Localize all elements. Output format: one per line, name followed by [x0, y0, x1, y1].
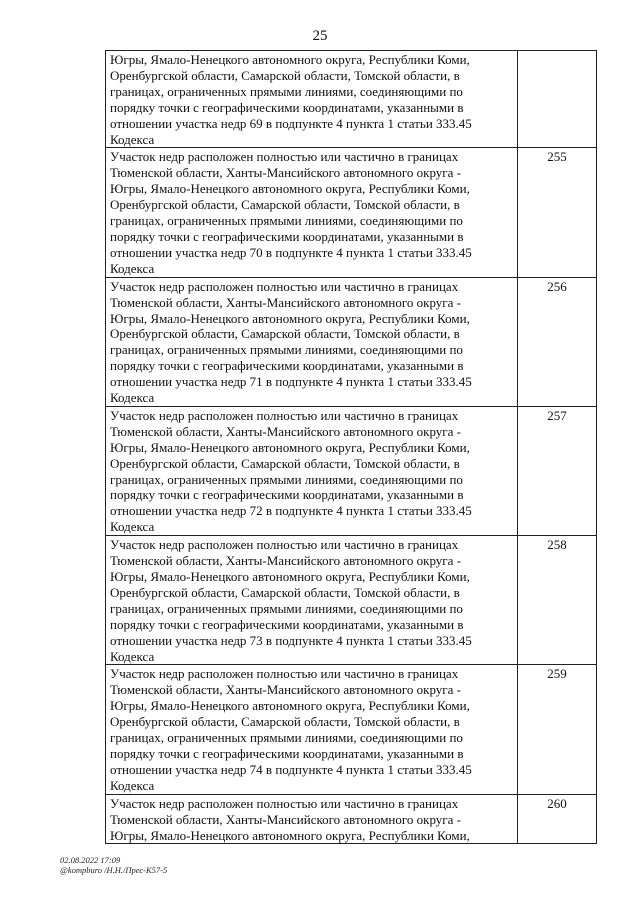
description-line: границах, ограниченных прямыми линиями, соединяющими по: [110, 213, 463, 229]
description-line: Кодекса: [110, 519, 155, 535]
footer-stamp: [60, 855, 167, 875]
description-line: порядку точки с географическими координатами, указанными в: [110, 228, 464, 244]
description-line: Югры, Ямало-Ненецкого автономного округа, Республики Коми,: [110, 52, 470, 67]
table-row: [106, 277, 597, 406]
description-line: Кодекса: [110, 648, 155, 664]
description-line: Югры, Ямало-Ненецкого автономного округа, Республики Коми,: [110, 569, 470, 584]
description-line: Тюменской области, Ханты-Мансийского автономного округа -: [110, 682, 461, 698]
description-line: отношении участка недр 72 в подпункте 4 пункта 1 статьи 333.45: [110, 503, 472, 519]
description-line: Оренбургской области, Самарской области, Томской области, в: [110, 584, 460, 600]
description-line: Тюменской области, Ханты-Мансийского автономного округа -: [110, 423, 461, 439]
document-table: [105, 50, 597, 844]
row-description: [106, 406, 518, 535]
description-line: границах, ограниченных прямыми линиями, соединяющими по: [110, 83, 463, 99]
description-line: Участок недр расположен полностью или частично в границах: [110, 795, 459, 811]
table-row: [106, 148, 597, 277]
description-line: Югры, Ямало-Ненецкого автономного округа, Республики Коми,: [110, 698, 470, 714]
description-line: Кодекса: [110, 777, 155, 793]
table-row: [106, 536, 597, 665]
description-line: порядку точки с географическими координатами, указанными в: [110, 99, 464, 115]
description-line: порядку точки с географическими координатами, указанными в: [110, 487, 464, 503]
row-description: [106, 794, 518, 844]
description-line: Югры, Ямало-Ненецкого автономного округа, Республики Коми,: [110, 439, 470, 455]
description-line: Оренбургской области, Самарской области, Томской области, в: [110, 714, 460, 730]
description-line: Кодекса: [110, 260, 155, 276]
row-number: 259: [518, 665, 597, 794]
description-line: Югры, Ямало-Ненецкого автономного округа, Республики Коми,: [110, 827, 470, 843]
row-description: [106, 277, 518, 406]
description-line: Участок недр расположен полностью или частично в границах: [110, 278, 459, 294]
description-line: границах, ограниченных прямыми линиями, соединяющими по: [110, 342, 463, 358]
table-row: [106, 406, 597, 535]
description-line: Тюменской области, Ханты-Мансийского автономного округа -: [110, 553, 461, 569]
row-number: [518, 51, 597, 148]
description-line: порядку точки с географическими координатами, указанными в: [110, 616, 464, 632]
row-description: [106, 536, 518, 665]
description-line: Югры, Ямало-Ненецкого автономного округа, Республики Коми,: [110, 181, 470, 197]
description-line: Оренбургской области, Самарской области, Томской области, в: [110, 326, 460, 342]
row-number: 257: [518, 406, 597, 535]
description-line: Участок недр расположен полностью или частично в границах: [110, 149, 459, 165]
row-description: [106, 51, 518, 148]
description-line: Югры, Ямало-Ненецкого автономного округа, Республики Коми,: [110, 310, 470, 326]
row-description: [106, 148, 518, 277]
description-line: отношении участка недр 73 в подпункте 4 пункта 1 статьи 333.45: [110, 632, 472, 648]
row-number: 260: [518, 794, 597, 844]
description-line: Тюменской области, Ханты-Мансийского автономного округа -: [110, 294, 461, 310]
page-number: 25: [312, 28, 328, 44]
description-line: Участок недр расположен полностью или частично в границах: [110, 407, 459, 423]
row-number: 255: [518, 148, 597, 277]
description-line: отношении участка недр 71 в подпункте 4 пункта 1 статьи 333.45: [110, 374, 472, 390]
row-number: 258: [518, 536, 597, 665]
footer-author: @kompburo /Н.Н./Прес-К57-5: [60, 865, 168, 875]
description-line: Оренбургской области, Самарской области, Томской области, в: [110, 197, 460, 213]
description-line: Участок недр расположен полностью или частично в границах: [110, 666, 459, 682]
table-row: [106, 51, 597, 148]
row-description: [106, 665, 518, 794]
table-row: [106, 665, 597, 794]
footer-timestamp: 02.08.2022 17:09: [60, 855, 121, 865]
description-line: Кодекса: [110, 390, 155, 406]
description-line: отношении участка недр 69 в подпункте 4 пункта 1 статьи 333.45: [110, 115, 472, 131]
description-line: отношении участка недр 74 в подпункте 4 пункта 1 статьи 333.45: [110, 761, 472, 777]
description-line: Тюменской области, Ханты-Мансийского автономного округа -: [110, 165, 461, 181]
description-line: Участок недр расположен полностью или частично в границах: [110, 537, 459, 553]
description-line: границах, ограниченных прямыми линиями, соединяющими по: [110, 730, 463, 746]
row-number: 256: [518, 277, 597, 406]
table-row: [106, 794, 597, 844]
description-line: границах, ограниченных прямыми линиями, соединяющими по: [110, 471, 463, 487]
description-line: порядку точки с географическими координатами, указанными в: [110, 358, 464, 374]
description-line: Оренбургской области, Самарской области, Томской области, в: [110, 67, 460, 83]
description-line: границах, ограниченных прямыми линиями, соединяющими по: [110, 600, 463, 616]
description-line: Тюменской области, Ханты-Мансийского автономного округа -: [110, 811, 461, 827]
description-line: Оренбургской области, Самарской области, Томской области, в: [110, 455, 460, 471]
description-line: отношении участка недр 70 в подпункте 4 пункта 1 статьи 333.45: [110, 244, 472, 260]
description-line: Кодекса: [110, 131, 155, 147]
description-line: порядку точки с географическими координатами, указанными в: [110, 745, 464, 761]
